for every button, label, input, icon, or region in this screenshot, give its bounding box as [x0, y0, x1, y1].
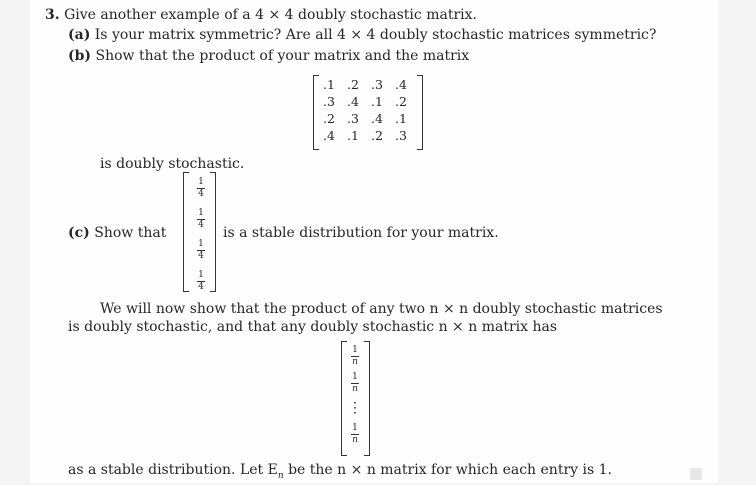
uniform-entry: $\frac{1}{n}$ — [352, 423, 358, 445]
part-c-before — [68, 224, 166, 242]
uniform-entries — [344, 346, 366, 445]
part-c-label: (c) — [68, 225, 90, 241]
matrix-cell: .3 — [323, 94, 335, 109]
vector-right-bracket — [210, 172, 216, 292]
matrix-grid — [317, 76, 413, 144]
matrix-cell: .2 — [323, 111, 335, 126]
matrix-cell: .3 — [371, 77, 383, 92]
vector-entry: $\frac{1}{4}$ — [198, 177, 204, 199]
part-a-label: (a) — [68, 27, 91, 43]
part-b-text: Show that the product of your matrix and the matrix — [95, 48, 470, 64]
part-b — [68, 47, 469, 65]
vector-entry: $\frac{1}{4}$ — [198, 239, 204, 261]
matrix-cell: .1 — [323, 77, 335, 92]
matrix-cell: .4 — [347, 94, 359, 109]
part-b-label: (b) — [68, 48, 92, 64]
matrix-cell: .4 — [371, 111, 383, 126]
matrix-cell: .2 — [395, 94, 407, 109]
uniform-right-bracket — [364, 341, 370, 456]
problem-prompt: Give another example of a 4 × 4 doubly stochastic matrix. — [64, 7, 477, 23]
vertical-ellipsis: ⋮ — [348, 400, 362, 416]
matrix-cell: .4 — [323, 128, 335, 143]
page — [30, 0, 718, 483]
vector-entry: $\frac{1}{4}$ — [198, 270, 204, 292]
matrix-cell: .1 — [347, 128, 359, 143]
matrix-cell: .3 — [347, 111, 359, 126]
vector-entry: $\frac{1}{4}$ — [198, 208, 204, 230]
part-a — [68, 26, 656, 44]
matrix-cell: .4 — [395, 77, 407, 92]
matrix-cell: .1 — [395, 111, 407, 126]
matrix-cell: .2 — [347, 77, 359, 92]
part-a-text: Is your matrix symmetric? Are all 4 × 4 doubly stochastic matrices symmetric? — [94, 27, 657, 43]
matrix-right-bracket — [417, 75, 423, 150]
part-c-after: is a stable distribution for your matrix. — [223, 225, 499, 241]
matrix-cell: .2 — [371, 128, 383, 143]
problem-number: 3. — [45, 7, 60, 23]
uniform-entry: $\frac{1}{n}$ — [352, 345, 358, 367]
uniform-entry: $\frac{1}{n}$ — [352, 372, 358, 394]
part-b-after: is doubly stochastic. — [100, 156, 245, 172]
page-corner-mark — [690, 468, 702, 480]
paragraph-line-2: is doubly stochastic, and that any doubly stochastic n × n matrix has — [68, 319, 558, 335]
part-c-before-text: Show that — [94, 225, 167, 241]
matrix-cell: .1 — [371, 94, 383, 109]
paragraph-line-3: as a stable distribution. Let $E_n$ be the n × n matrix for which each entry is 1. — [68, 462, 612, 481]
paragraph-line-1: We will now show that the product of any two n × n doubly stochastic matrices — [100, 301, 663, 317]
matrix-cell: .3 — [395, 128, 407, 143]
problem-heading — [45, 6, 477, 24]
